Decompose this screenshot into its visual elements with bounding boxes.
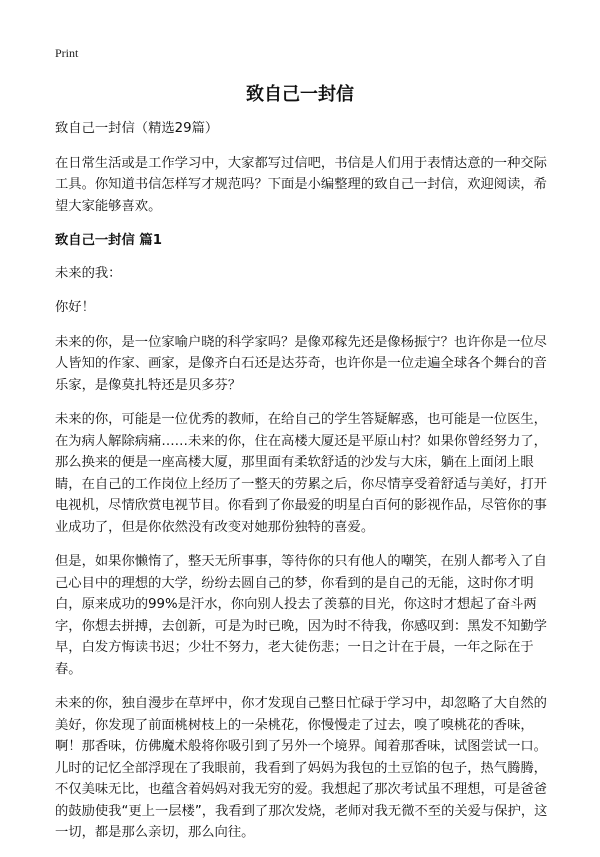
intro-paragraph: 在日常生活或是工作学习中，大家都写过信吧，书信是人们用于表情达意的一种交际工具。你知道书信怎样写才规范吗？下面是小编整理的致自己一封信，欢迎阅读，希望大家能够喜欢。 — [55, 155, 547, 214]
body-paragraph: 但是，如果你懒惰了，整天无所事事，等待你的只有他人的嘲笑，在别人都考入了自己心目中的理想的大学，纷纷去圆自己的梦，你看到的是自己的无能，这时你才明白，原来成功的99%是汗水，你向别人投去了羡慕的目光，你这时才想起了奋斗两字，你想去拼搏，去创新，可是为时已晚，因为时不待我，你感叹到：黑发不知勤学早，白发方悔读书迟；少壮不努力，老大徒伤悲；一日之计在于晨，一年之际在于春。 — [55, 554, 547, 677]
greeting: 你好！ — [55, 300, 95, 315]
salutation: 未来的我： — [55, 265, 122, 281]
body-paragraph: 未来的你，是一位家喻户晓的科学家吗？是像邓稼先还是像杨振宁？也许你是一位尽人皆知的作家、画家，是像齐白石还是达芬奇，也许你是一位走遍全球各个舞台的音乐家，是像莫扎特还是贝多芬？ — [55, 334, 547, 393]
body-paragraph: 未来的你，可能是一位优秀的教师，在给自己的学生答疑解惑，也可能是一位医生，在为病人解除病痛……未来的你，住在高楼大厦还是平原山村？如果你曾经努力了，那么换来的便是一座高楼大厦，那里面有柔软舒适的沙发与大床，躺在上面闭上眼睛，在自己的工作岗位上经历了一整天的劳累之后，你尽情享受着舒适与美好，打开电视机，尽情欣赏电视节目。你看到了你最爱的明星白百何的影视作品，尽管你的事业成功了，但是你依然没有改变对她那份独特的喜爱。 — [55, 412, 547, 535]
document-subtitle: 致自己一封信（精选29篇） — [55, 121, 219, 136]
document-body — [55, 118, 553, 857]
body-paragraph: 未来的你，独自漫步在草坪中，你才发现自己整日忙碌于学习中，却忽略了大自然的美好，你发现了前面桃树枝上的一朵桃花，你慢慢走了过去，嗅了嗅桃花的香味，啊！那香味，仿佛魔术般将你吸引到了另外一个境界。闻着那香味，试图尝试一口。儿时的记忆全部浮现在了我眼前，我看到了妈妈为我包的土豆馅的包子，热气腾腾，不仅美味无比，也蕴含着妈妈对我无穷的爱。我想起了那次考试虽不理想，可是爸爸的鼓励使我“更上一层楼”，我看到了那次发烧，老师对我无微不至的关爱与保护，这一切，都是那么亲切，那么向往。 — [55, 696, 548, 840]
print-link[interactable]: Print — [55, 46, 79, 60]
section-heading: 致自己一封信 篇1 — [55, 233, 162, 248]
document-title: 致自己一封信 — [246, 84, 354, 105]
